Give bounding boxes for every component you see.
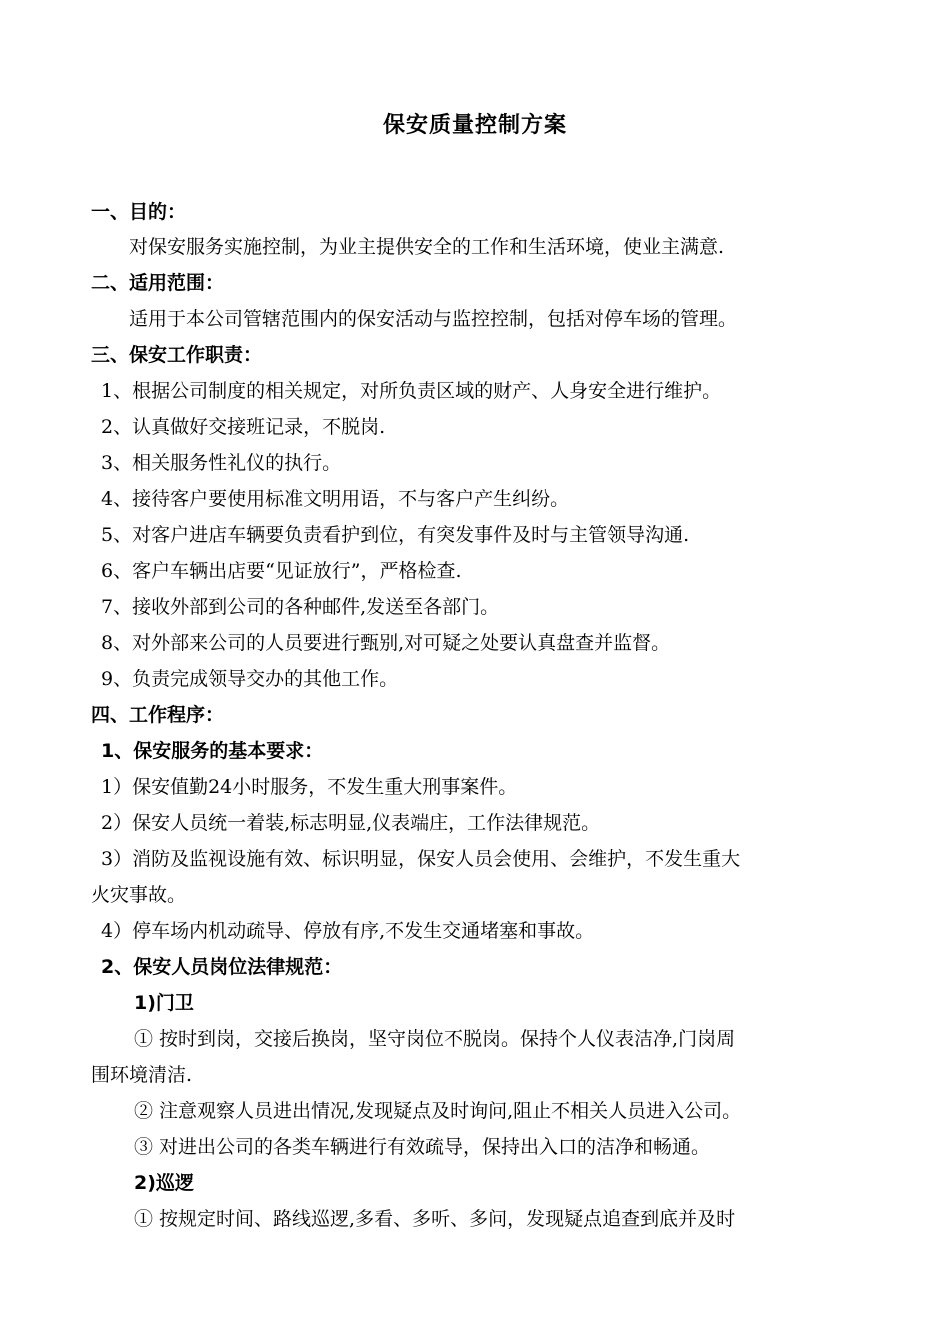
post-heading-patrol: 2)巡逻 [134,1172,194,1194]
duty-item: 6、客户车辆出店要“见证放行”，严格检查. [101,560,462,582]
duty-item: 3、相关服务性礼仪的执行。 [101,452,342,474]
section-heading-scope: 二、适用范围： [91,272,225,294]
gate-guard-item: ② 注意观察人员进出情况,发现疑点及时询问,阻止不相关人员进入公司。 [134,1100,742,1122]
section-heading-procedure: 四、工作程序： [91,704,225,726]
requirement-item-continuation: 火灾事故。 [91,884,187,906]
paragraph-scope: 适用于本公司管辖范围内的保安活动与监控控制，包括对停车场的管理。 [129,308,738,330]
duty-item: 2、认真做好交接班记录，不脱岗. [101,416,386,438]
gate-guard-item: ③ 对进出公司的各类车辆进行有效疏导，保持出入口的洁净和畅通。 [134,1136,711,1158]
section-heading-purpose: 一、目的： [91,201,187,223]
gate-guard-item-continuation: 围环境清洁. [91,1064,193,1086]
patrol-item: ① 按规定时间、路线巡逻,多看、多听、多问，发现疑点追查到底并及时 [134,1208,736,1230]
duty-item: 5、对客户进店车辆要负责看护到位，有突发事件及时与主管领导沟通. [101,524,690,546]
requirement-item: 2）保安人员统一着装,标志明显,仪表端庄，工作法律规范。 [101,812,601,834]
duty-item: 4、接待客户要使用标准文明用语，不与客户产生纠纷。 [101,488,570,510]
duty-item: 8、对外部来公司的人员要进行甄别,对可疑之处要认真盘查并监督。 [101,632,671,654]
subsection-heading-basic-requirements: 1、保安服务的基本要求： [101,740,324,762]
document-title: 保安质量控制方案 [382,113,567,138]
requirement-item: 3）消防及监视设施有效、标识明显，保安人员会使用、会维护，不发生重大 [101,848,741,870]
section-heading-duties: 三、保安工作职责： [91,344,263,366]
requirement-item: 1）保安值勤24小时服务，不发生重大刑事案件。 [101,776,518,798]
gate-guard-item: ① 按时到岗，交接后换岗，坚守岗位不脱岗。保持个人仪表洁净,门岗周 [134,1028,736,1050]
duty-item: 9、负责完成领导交办的其他工作。 [101,668,399,690]
subsection-heading-post-norms: 2、保安人员岗位法律规范： [101,956,343,978]
requirement-item: 4）停车场内机动疏导、停放有序,不发生交通堵塞和事故。 [101,920,595,942]
duty-item: 7、接收外部到公司的各种邮件,发送至各部门。 [101,596,500,618]
duty-item: 1、根据公司制度的相关规定，对所负责区域的财产、人身安全进行维护。 [101,380,722,402]
post-heading-gate-guard: 1)门卫 [134,992,194,1014]
paragraph-purpose: 对保安服务实施控制，为业主提供安全的工作和生活环境，使业主满意. [129,236,725,258]
